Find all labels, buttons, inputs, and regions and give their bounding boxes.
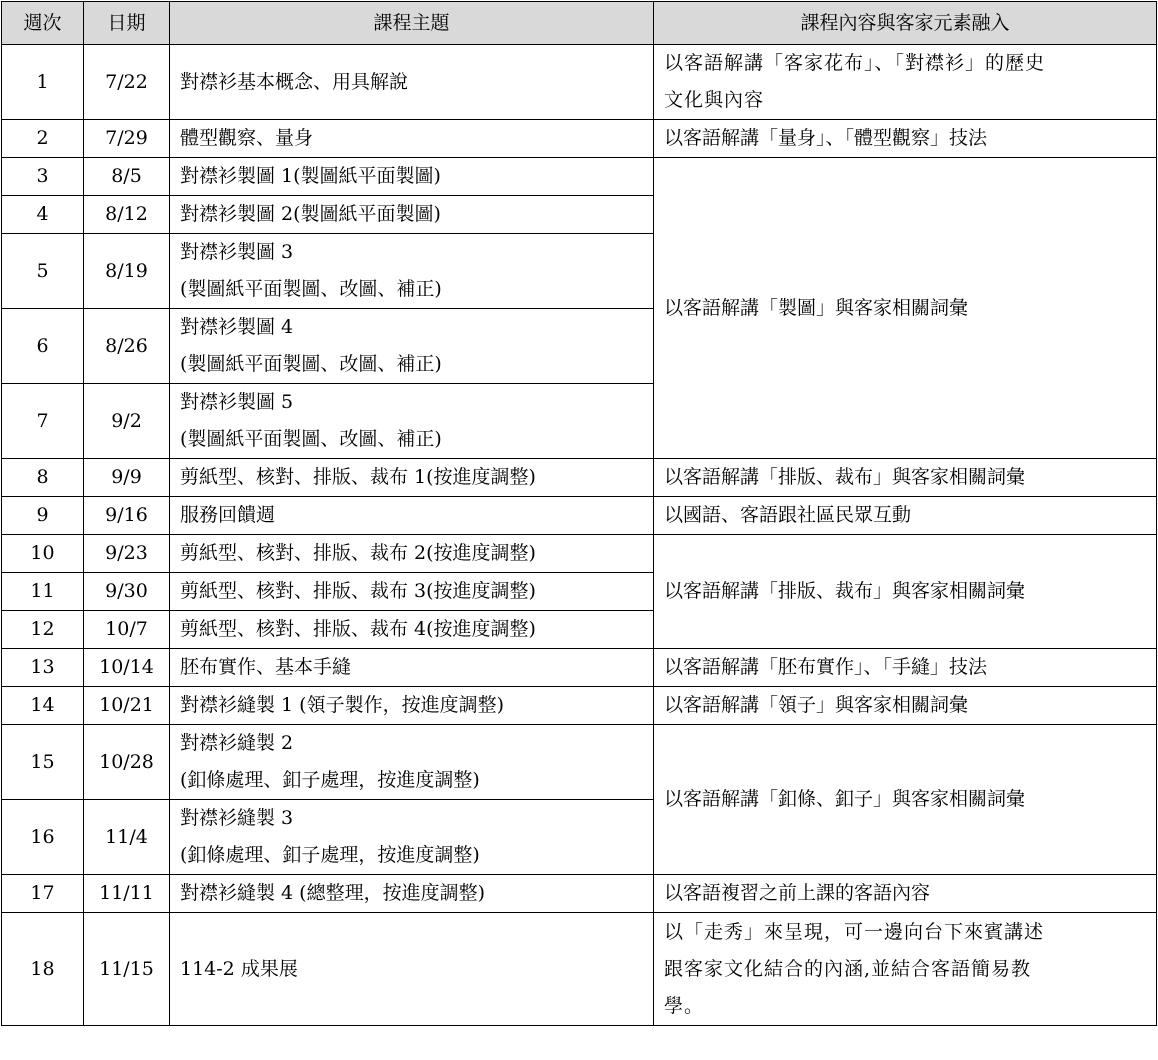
topic-cell xyxy=(170,196,654,234)
topic-line: 對襟衫縫製 4 (總整理，按進度調整) xyxy=(180,882,485,904)
content-cell xyxy=(654,649,1157,687)
topic-line: 剪紙型、核對、排版、裁布 4(按進度調整) xyxy=(180,618,536,640)
date-cell: 10/28 xyxy=(84,725,170,800)
table-row xyxy=(2,687,1157,725)
week-cell: 9 xyxy=(2,497,84,535)
table-row xyxy=(2,913,1157,1026)
topic-cell xyxy=(170,120,654,158)
date-cell: 11/11 xyxy=(84,875,170,913)
topic-line: 對襟衫製圖 5 xyxy=(180,391,294,413)
topic-line: 剪紙型、核對、排版、裁布 1(按進度調整) xyxy=(180,466,536,488)
header-row xyxy=(2,2,1157,45)
content-cell xyxy=(654,725,1157,875)
topic-cell xyxy=(170,800,654,875)
week-cell: 5 xyxy=(2,234,84,309)
topic-cell xyxy=(170,913,654,1026)
content-line: 以客語解講「製圖」與客家相關詞彙 xyxy=(664,296,969,319)
content-line: 以客語解講「排版、裁布」與客家相關詞彙 xyxy=(664,466,1026,488)
week-cell: 10 xyxy=(2,535,84,573)
week-cell: 7 xyxy=(2,384,84,459)
table-row xyxy=(2,158,1157,196)
topic-line: 體型觀察、量身 xyxy=(180,127,314,149)
content-line: 文化與內容 xyxy=(664,89,765,111)
date-cell: 8/19 xyxy=(84,234,170,309)
week-cell: 15 xyxy=(2,725,84,800)
topic-cell xyxy=(170,649,654,687)
week-cell: 3 xyxy=(2,158,84,196)
date-cell: 8/12 xyxy=(84,196,170,234)
topic-cell xyxy=(170,535,654,573)
topic-cell xyxy=(170,573,654,611)
topic-line: (釦條處理、釦子處理，按進度調整) xyxy=(180,769,480,791)
content-line: 以國語、客語跟社區民眾互動 xyxy=(664,504,912,526)
content-line: 以客語解講「排版、裁布」與客家相關詞彙 xyxy=(664,580,1026,602)
date-cell: 9/23 xyxy=(84,535,170,573)
week-cell: 4 xyxy=(2,196,84,234)
table-row xyxy=(2,459,1157,497)
course-schedule-table xyxy=(1,1,1157,1026)
date-cell: 7/29 xyxy=(84,120,170,158)
date-cell: 9/2 xyxy=(84,384,170,459)
header-week: 週次 xyxy=(2,2,84,45)
topic-line: (製圖紙平面製圖、改圖、補正) xyxy=(180,353,442,375)
topic-cell xyxy=(170,158,654,196)
topic-cell xyxy=(170,875,654,913)
date-cell: 10/21 xyxy=(84,687,170,725)
content-line: 跟客家文化結合的內涵,並結合客語簡易教 xyxy=(664,957,1032,980)
topic-cell xyxy=(170,309,654,384)
topic-line: 對襟衫製圖 4 xyxy=(180,316,294,338)
header-topic: 課程主題 xyxy=(170,2,654,45)
content-cell xyxy=(654,913,1157,1026)
topic-line: (製圖紙平面製圖、改圖、補正) xyxy=(180,428,442,450)
week-cell: 1 xyxy=(2,45,84,120)
topic-line: 服務回饋週 xyxy=(180,504,276,526)
date-cell: 7/22 xyxy=(84,45,170,120)
topic-line: 剪紙型、核對、排版、裁布 2(按進度調整) xyxy=(180,542,536,564)
content-cell xyxy=(654,459,1157,497)
content-cell xyxy=(654,120,1157,158)
topic-line: 對襟衫縫製 3 xyxy=(180,807,294,829)
topic-cell xyxy=(170,459,654,497)
week-cell: 2 xyxy=(2,120,84,158)
content-line: 學。 xyxy=(664,994,705,1017)
content-line: 以客語複習之前上課的客語內容 xyxy=(664,882,931,904)
content-cell xyxy=(654,45,1157,120)
topic-cell xyxy=(170,384,654,459)
content-cell xyxy=(654,687,1157,725)
table-row xyxy=(2,535,1157,573)
topic-cell xyxy=(170,611,654,649)
date-cell: 9/9 xyxy=(84,459,170,497)
week-cell: 12 xyxy=(2,611,84,649)
table-row xyxy=(2,497,1157,535)
date-cell: 9/16 xyxy=(84,497,170,535)
topic-line: 對襟衫製圖 3 xyxy=(180,241,294,263)
content-cell xyxy=(654,497,1157,535)
date-cell: 9/30 xyxy=(84,573,170,611)
content-cell xyxy=(654,535,1157,649)
topic-line: 胚布實作、基本手縫 xyxy=(180,656,352,678)
table-row xyxy=(2,649,1157,687)
week-cell: 17 xyxy=(2,875,84,913)
topic-line: 剪紙型、核對、排版、裁布 3(按進度調整) xyxy=(180,580,536,602)
week-cell: 18 xyxy=(2,913,84,1026)
content-line: 以客語解講「胚布實作」、「手縫」技法 xyxy=(664,656,988,678)
topic-cell xyxy=(170,725,654,800)
content-cell xyxy=(654,158,1157,459)
header-content: 課程內容與客家元素融入 xyxy=(654,2,1157,45)
table-row xyxy=(2,875,1157,913)
week-cell: 8 xyxy=(2,459,84,497)
topic-line: (釦條處理、釦子處理，按進度調整) xyxy=(180,844,480,866)
content-line: 以客語解講「釦條、釦子」與客家相關詞彙 xyxy=(664,788,1026,810)
date-cell: 11/15 xyxy=(84,913,170,1026)
date-cell: 11/4 xyxy=(84,800,170,875)
topic-line: 對襟衫縫製 1 (領子製作，按進度調整) xyxy=(180,694,504,716)
date-cell: 10/14 xyxy=(84,649,170,687)
content-line: 以客語解講「領子」與客家相關詞彙 xyxy=(664,694,969,716)
topic-cell xyxy=(170,45,654,120)
topic-line: 對襟衫基本概念、用具解說 xyxy=(180,70,409,93)
content-line: 以客語解講「客家花布」、「對襟衫」的歷史 xyxy=(664,52,1046,74)
content-line: 以「走秀」來呈現，可一邊向台下來賓講述 xyxy=(664,920,1045,943)
date-cell: 10/7 xyxy=(84,611,170,649)
topic-line: (製圖紙平面製圖、改圖、補正) xyxy=(180,278,442,300)
week-cell: 13 xyxy=(2,649,84,687)
header-date: 日期 xyxy=(84,2,170,45)
date-cell: 8/26 xyxy=(84,309,170,384)
topic-line: 114-2 成果展 xyxy=(180,957,298,980)
table-row xyxy=(2,120,1157,158)
table-row xyxy=(2,725,1157,800)
week-cell: 14 xyxy=(2,687,84,725)
week-cell: 6 xyxy=(2,309,84,384)
content-line: 以客語解講「量身」、「體型觀察」技法 xyxy=(664,127,988,149)
topic-cell xyxy=(170,497,654,535)
topic-cell xyxy=(170,234,654,309)
table-row xyxy=(2,45,1157,120)
week-cell: 11 xyxy=(2,573,84,611)
content-cell xyxy=(654,875,1157,913)
topic-line: 對襟衫縫製 2 xyxy=(180,732,294,754)
topic-cell xyxy=(170,687,654,725)
topic-line: 對襟衫製圖 2(製圖紙平面製圖) xyxy=(180,203,441,225)
topic-line: 對襟衫製圖 1(製圖紙平面製圖) xyxy=(180,165,441,187)
date-cell: 8/5 xyxy=(84,158,170,196)
week-cell: 16 xyxy=(2,800,84,875)
